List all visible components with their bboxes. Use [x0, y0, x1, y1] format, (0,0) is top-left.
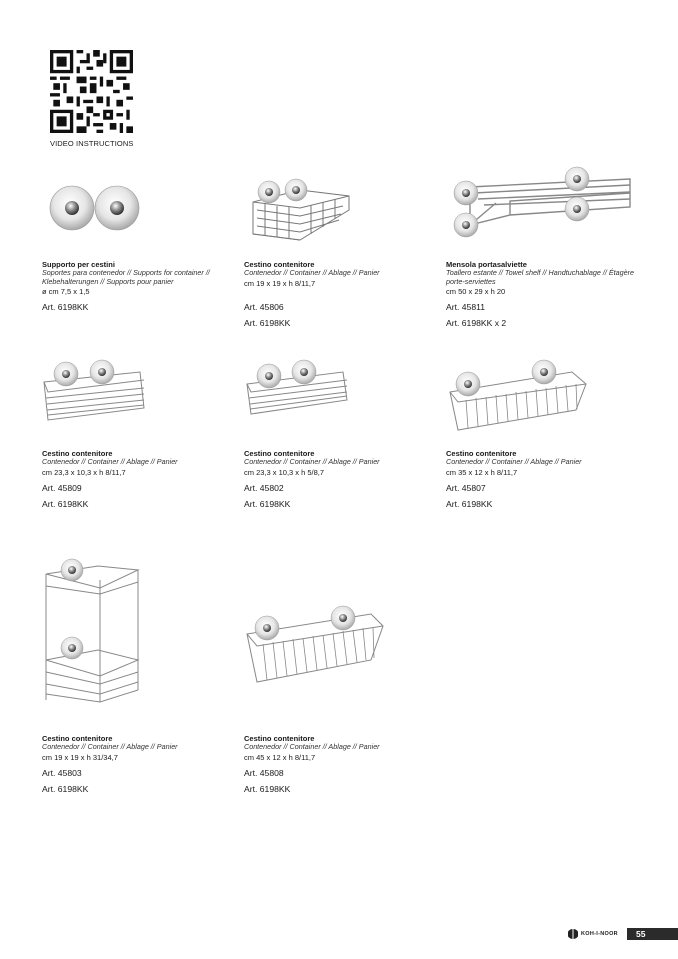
brand-logo	[568, 928, 618, 940]
product-title: Cestino contenitore	[244, 449, 315, 458]
brand-name: KOH-I-NOOR	[581, 931, 618, 937]
product-info-45809	[42, 449, 242, 509]
product-info-supports	[42, 260, 242, 312]
product-image-45808	[243, 598, 385, 688]
article-number: Art. 6198KK	[244, 498, 291, 509]
article-number: Art. 45807	[446, 482, 486, 493]
product-dimensions: cm 50 x 29 x h 20	[446, 287, 506, 296]
article-number: Art. 6198KK	[42, 302, 89, 312]
article-number: Art. 45803	[42, 767, 82, 778]
product-subtitle: Contenedor // Container // Ablage // Panier	[244, 457, 380, 466]
product-info-45811	[446, 260, 646, 328]
product-image-45806	[245, 172, 355, 247]
product-dimensions: cm 19 x 19 x h 31/34,7	[42, 752, 118, 762]
article-number: Art. 45811	[446, 302, 486, 312]
product-image-45803	[40, 550, 145, 705]
product-dimensions: cm 35 x 12 x h 8/11,7	[446, 467, 518, 477]
product-info-45803	[42, 734, 242, 794]
product-image-45802	[243, 358, 351, 422]
product-subtitle: Toallero estante // Towel shelf // Handtuchablage // Étagère porte-serviettes	[446, 268, 635, 286]
product-title: Supporto per cestini	[42, 260, 115, 269]
page-number: 55	[627, 928, 678, 940]
product-subtitle: Contenedor // Container // Ablage // Panier	[244, 268, 380, 277]
product-title: Cestino contenitore	[244, 260, 315, 269]
product-info-45802	[244, 449, 444, 509]
product-info-45806	[244, 260, 444, 328]
article-number: Art. 45806	[244, 301, 284, 312]
product-image-45809	[40, 358, 148, 428]
article-number: Art. 6198KK	[42, 498, 89, 509]
article-number: Art. 6198KK	[42, 783, 89, 794]
product-dimensions: cm 19 x 19 x h 8/11,7	[244, 278, 316, 288]
product-subtitle: Contenedor // Container // Ablage // Panier	[42, 457, 178, 466]
product-image-45807	[446, 358, 588, 438]
product-subtitle: Soportes para contenedor // Supports for container // Klebehalterungen // Supports pour panier	[42, 268, 210, 286]
product-dimensions: cm 23,3 x 10,3 x h 5/8,7	[244, 467, 325, 477]
product-image-45811	[450, 165, 640, 245]
product-subtitle: Contenedor // Container // Ablage // Panier	[42, 742, 178, 751]
product-title: Mensola portasalviette	[446, 260, 527, 269]
qr-caption: VIDEO INSTRUCTIONS	[50, 139, 134, 148]
product-dimensions: cm 45 x 12 x h 8/11,7	[244, 752, 316, 762]
product-title: Cestino contenitore	[446, 449, 517, 458]
product-subtitle: Contenedor // Container // Ablage // Panier	[244, 742, 380, 751]
article-number: Art. 45809	[42, 482, 82, 493]
product-dimensions: ø cm 7,5 x 1,5	[42, 287, 90, 296]
product-info-45807	[446, 449, 646, 509]
qr-code[interactable]	[50, 50, 133, 133]
product-image-supports	[48, 180, 143, 240]
article-number: Art. 6198KK x 2	[446, 318, 507, 328]
article-number: Art. 45802	[244, 482, 284, 493]
product-title: Cestino contenitore	[244, 734, 315, 743]
product-dimensions: cm 23,3 x 10,3 x h 8/11,7	[42, 467, 126, 477]
article-number: Art. 6198KK	[244, 317, 291, 328]
article-number: Art. 6198KK	[446, 498, 493, 509]
product-subtitle: Contenedor // Container // Ablage // Panier	[446, 457, 582, 466]
article-number: Art. 45808	[244, 767, 284, 778]
article-number: Art. 6198KK	[244, 783, 291, 794]
product-title: Cestino contenitore	[42, 734, 113, 743]
product-info-45808	[244, 734, 444, 794]
brand-mark-icon	[568, 929, 578, 939]
product-title: Cestino contenitore	[42, 449, 113, 458]
